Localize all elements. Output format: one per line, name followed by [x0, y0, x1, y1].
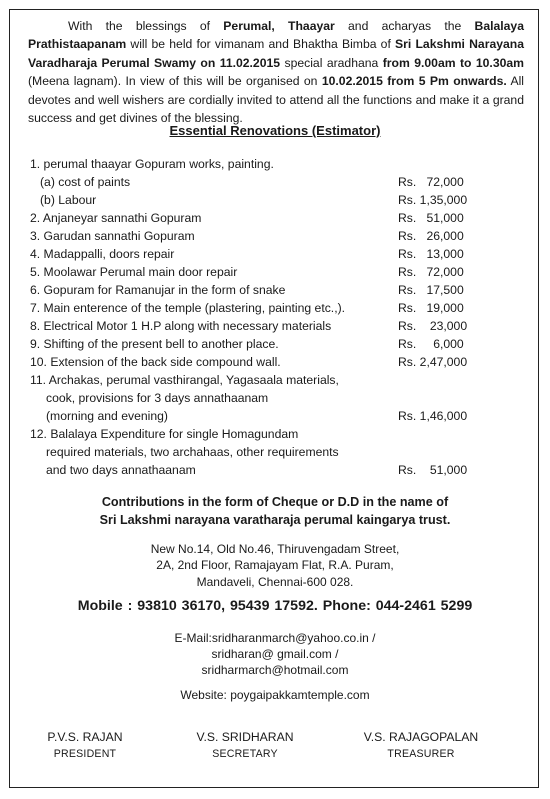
intro-bold-4: from 9.00am to 10.30am — [382, 55, 524, 70]
email-line-3[interactable]: sridharmarch@hotmail.com — [201, 663, 349, 677]
list-item — [30, 191, 480, 209]
intro-bold-1: Perumal, Thaayar — [223, 19, 335, 33]
item-label: (b) Labour — [40, 193, 97, 207]
intro-indent — [28, 19, 68, 33]
list-item — [30, 281, 480, 299]
list-item — [30, 407, 480, 425]
item-amount: Rs. 26,000 — [398, 229, 464, 243]
item-label: (morning and evening) — [46, 409, 168, 423]
renovation-list — [30, 155, 480, 479]
item-amount: Rs. 23,000 — [398, 319, 468, 333]
item-label: and two days annathaanam — [46, 463, 196, 477]
item-label: 2. Anjaneyar sannathi Gopuram — [30, 211, 202, 225]
item-amount: Rs. 2,47,000 — [398, 355, 468, 369]
list-item — [30, 425, 480, 443]
list-item — [30, 317, 480, 335]
item-label: (a) cost of paints — [40, 175, 131, 189]
address-line-1: New No.14, Old No.46, Thiruvengadam Street, — [150, 542, 400, 556]
item-amount: Rs. 1,35,000 — [398, 193, 468, 207]
item-label: 8. Electrical Motor 1 H.P along with necessary materials — [30, 319, 332, 333]
signatory-name: V.S. RAJAGOPALAN — [363, 730, 479, 744]
contact-numbers: Mobile : 93810 36170, 95439 17592. Phone: 044-2461 5299 — [77, 598, 473, 614]
list-item — [30, 371, 480, 389]
address-line-2: 2A, 2nd Floor, Ramajayam Flat, R.A. Puram, — [156, 558, 394, 573]
item-label: required materials, two archahaas, other requirements — [46, 445, 339, 459]
list-item — [30, 389, 480, 407]
item-label: 9. Shifting of the present bell to another place. — [30, 337, 279, 351]
section-title: Essential Renovations (Estimator) — [169, 123, 381, 138]
list-item — [30, 335, 480, 353]
contributions-line-1: Contributions in the form of Cheque or D.D in the name of — [101, 495, 449, 509]
list-item — [30, 209, 480, 227]
intro-bold-5: 10.02.2015 from 5 Pm onwards. — [321, 74, 507, 89]
address-block — [0, 541, 550, 590]
list-item — [30, 353, 480, 371]
item-label: 6. Gopuram for Ramanujar in the form of snake — [30, 283, 286, 297]
list-item — [30, 263, 480, 281]
item-label: 1. perumal thaayar Gopuram works, painting. — [30, 157, 274, 171]
signatory-title: SECRETARY — [212, 748, 278, 760]
intro-text-1: With the blessings of — [68, 19, 224, 33]
item-label: 5. Moolawar Perumal main door repair — [30, 265, 238, 279]
list-item — [30, 227, 480, 245]
email-line-2[interactable]: sridharan@ gmail.com / — [211, 647, 339, 661]
item-amount: Rs. 51,000 — [398, 211, 464, 225]
signatory-name: P.V.S. RAJAN — [47, 730, 123, 744]
address-line-3: Mandaveli, Chennai-600 028. — [196, 574, 354, 589]
list-item — [30, 173, 480, 191]
email-block — [0, 630, 550, 678]
item-amount: Rs. 13,000 — [398, 247, 464, 261]
list-item — [30, 443, 480, 461]
signatory-title: TREASURER — [387, 748, 455, 760]
item-amount: Rs. 17,500 — [398, 283, 464, 297]
intro-paragraph — [28, 17, 524, 127]
list-item — [30, 155, 480, 173]
signatory-name: V.S. SRIDHARAN — [196, 730, 294, 744]
item-amount: Rs. 19,000 — [398, 301, 464, 315]
item-label: 11. Archakas, perumal vasthirangal, Yagasaala materials, — [30, 373, 339, 387]
item-amount: Rs. 72,000 — [398, 265, 464, 279]
intro-text-5: (Meena lagnam). In view of this will be organised on — [28, 74, 322, 89]
email-line-1[interactable]: E-Mail:sridharanmarch@yahoo.co.in / — [174, 631, 376, 645]
list-item — [30, 245, 480, 263]
item-label: cook, provisions for 3 days annathaanam — [46, 391, 269, 405]
item-amount: Rs. 1,46,000 — [398, 409, 468, 423]
item-label: 3. Garudan sannathi Gopuram — [30, 229, 195, 243]
list-item — [30, 299, 480, 317]
website-link[interactable]: Website: poygaipakkamtemple.com — [180, 688, 370, 702]
contributions-line-2: Sri Lakshmi narayana varatharaja perumal kaingarya trust. — [99, 512, 451, 527]
item-amount: Rs. 72,000 — [398, 175, 464, 189]
item-amount: Rs. 51,000 — [398, 463, 468, 477]
intro-text-2: and acharyas the — [334, 19, 475, 33]
item-label: 10. Extension of the back side compound wall. — [30, 355, 281, 369]
intro-text-4: special aradhana — [280, 55, 383, 70]
contributions-note — [0, 494, 550, 529]
intro-text-6: All devotes and well wishers are cordially invited to attend all the functions and make it a grand success and get divines of the blessing. — [28, 74, 524, 126]
signatory-president — [10, 730, 160, 760]
signatory-title: PRESIDENT — [53, 748, 117, 760]
list-item — [30, 461, 480, 479]
signatory-secretary — [170, 730, 320, 760]
item-label: 12. Balalaya Expenditure for single Homagundam — [30, 427, 299, 441]
intro-text-3: will be held for vimanam and Bhaktha Bimba of — [126, 37, 396, 52]
item-amount: Rs. 6,000 — [398, 337, 464, 351]
intro-bold-3: Sri Lakshmi Narayana Varadharaja Perumal Swamy on 11.02.2015 — [28, 37, 525, 70]
signatory-treasurer — [346, 730, 496, 760]
item-label: 7. Main enterence of the temple (plastering, painting etc.,). — [30, 301, 346, 315]
item-label: 4. Madappalli, doors repair — [30, 247, 175, 261]
intro-bold-2: Balalaya Prathistaapanam — [28, 19, 524, 52]
